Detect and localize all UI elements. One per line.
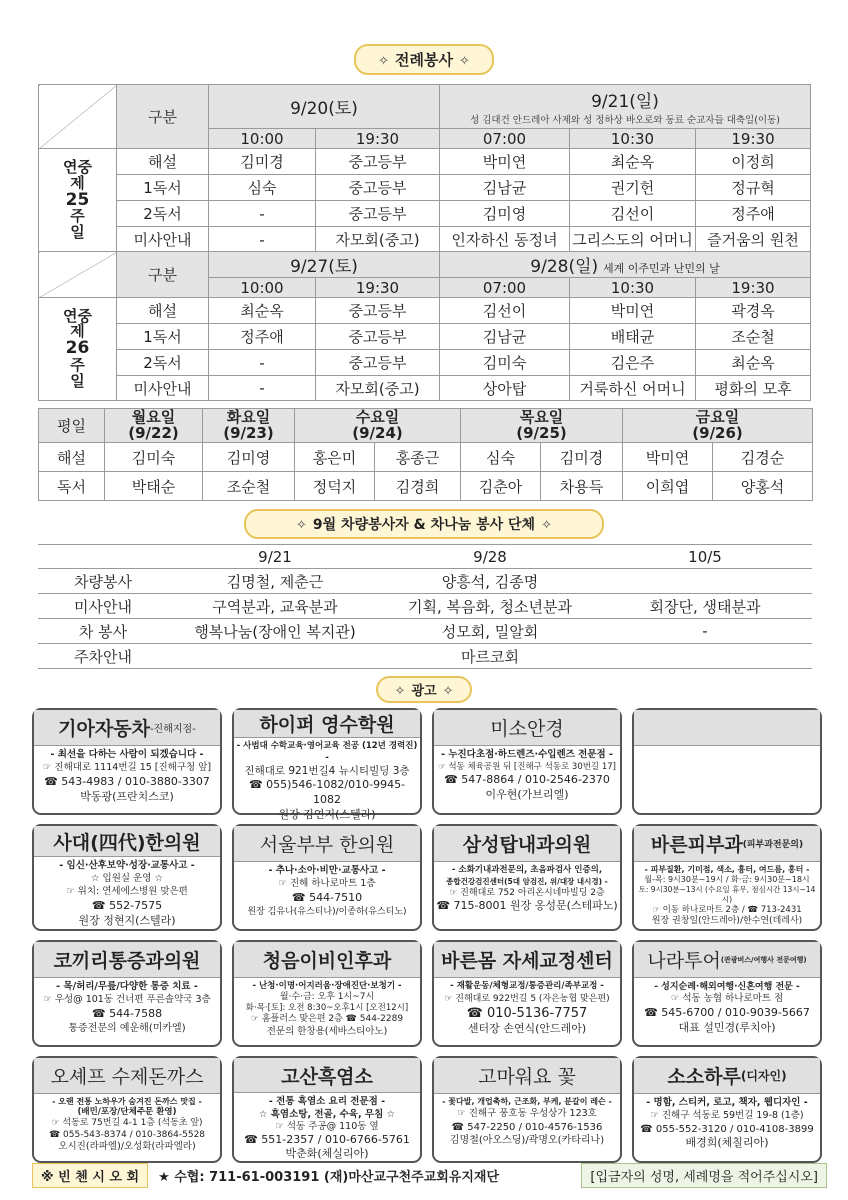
assignee-cell: 중고등부 <box>316 324 440 350</box>
assignee-cell: 자모회(중고) <box>316 227 440 253</box>
week-label-part: 주 <box>70 355 85 374</box>
diamond-icon: ✧ <box>541 518 552 533</box>
week-label <box>39 298 117 401</box>
mass-time: 10:30 <box>570 278 696 298</box>
ad-line: ☎ 545-6700 / 010-9039-5667 <box>644 1006 810 1020</box>
assignee-cell: 조순철 <box>203 472 295 501</box>
ad-line: - 최선을 다하는 사람이 되겠습니다 - <box>50 749 204 760</box>
ad-line: - 난청·이명·어지러움·장애진단·보청기 - <box>252 981 402 991</box>
ad-line: ☎ 551-2357 / 010-6766-5761 <box>244 1132 410 1146</box>
ad-card <box>632 824 822 931</box>
assignee-cell: 상아탑 <box>440 376 570 401</box>
assignee-cell: 이정희 <box>696 149 811 175</box>
ad-line: ☎ 055)546-1082/010-9945-1082 <box>248 778 406 807</box>
ad-line: - 사범대 수학교육·영어교육 전공 (12년 경력진) - <box>236 741 418 763</box>
day-name: 화요일 <box>226 407 271 426</box>
assignee-cell: - <box>209 376 316 401</box>
day-date: (9/22) <box>128 423 179 442</box>
ad-body <box>434 862 620 914</box>
ad-title-text: 하이퍼 영수학원 <box>259 714 395 736</box>
ad-body <box>634 1094 820 1151</box>
assignee-cell: 최순옥 <box>696 350 811 376</box>
ad-line: - 꽃다발, 개업축하, 근조화, 부케, 분갈이 레슨 - <box>442 1097 612 1106</box>
weekday-day <box>105 409 203 443</box>
ad-line: ☆ 흑염소탕, 전골, 수육, 무침 ☆ <box>258 1108 396 1120</box>
ad-line: ☞ 우성@ 101동 건너편 푸른솔약국 3층 <box>43 993 211 1005</box>
ad-line: 원장 김유나(유스티나)/이종하(유스티노) <box>247 906 407 917</box>
mass-time: 10:00 <box>209 129 316 149</box>
assignee-cell: - <box>209 350 316 376</box>
section-title: 9월 차량봉사자 & 차나눔 봉사 단체 <box>312 517 536 533</box>
ad-body <box>634 978 820 1036</box>
ad-body <box>34 978 220 1035</box>
ad-title <box>234 826 420 862</box>
ad-body <box>634 746 820 749</box>
assignee-cell: 김미숙 <box>440 350 570 376</box>
ad-line: - 성지순례·해외여행·신혼여행 전문 - <box>654 982 800 992</box>
ad-card <box>232 824 422 931</box>
diamond-icon: ✧ <box>394 684 406 699</box>
vincent-society-label: ※ 빈 첸 시 오 회 <box>32 1163 148 1188</box>
assignee-cell: 즐거움의 원천 <box>696 227 811 253</box>
ad-body <box>234 738 420 823</box>
assignee-cell: 김은주 <box>570 350 696 376</box>
assignee-cell: 심숙 <box>461 443 541 472</box>
ad-line: ☞ 진해 하나로마트 1층 <box>278 877 376 889</box>
mass-time: 07:00 <box>440 129 570 149</box>
assignee-cell: 심숙 <box>209 175 316 201</box>
day-date: (9/24) <box>352 423 403 442</box>
ad-title-text: 나라투어 <box>647 950 721 972</box>
ad-body <box>34 857 220 929</box>
ad-line: ☞ 홈플러스 맞은편 2층 ☎ 544-2289 <box>250 1014 404 1025</box>
ad-line: ☞ 진해구 풍호동 우성상가 123호 <box>457 1107 597 1119</box>
day-date: (9/26) <box>692 423 743 442</box>
ad-title-text: 고산흑염소 <box>281 1065 373 1088</box>
service-cell: 회장단, 생태분과 <box>598 594 812 619</box>
ad-line: - 임신·산후보약·성장·교통사고 - <box>59 860 195 872</box>
week26-table <box>38 251 811 401</box>
ad-line: ☞ 석동로 75번길 4-1 1층 (석동초 앞) <box>51 1118 203 1129</box>
ad-card <box>32 940 222 1047</box>
ad-card <box>232 940 422 1047</box>
week-label-part: 제 <box>70 173 85 192</box>
diamond-icon: ✧ <box>442 684 454 699</box>
day-date: (9/23) <box>223 423 274 442</box>
ad-line: 원장 김연지(스텔라) <box>278 808 376 822</box>
diagonal-cell <box>39 85 117 149</box>
assignee-cell: 김경희 <box>375 472 461 501</box>
assignee-cell: 자모회(중고) <box>316 376 440 401</box>
role-cell: 해설 <box>39 443 105 472</box>
ad-line: 박동광(프란치스코) <box>80 789 174 803</box>
role-cell: 2독서 <box>117 201 209 227</box>
ad-body <box>234 1093 420 1161</box>
sunday-date: 9/28(일) <box>530 257 599 277</box>
ad-body <box>434 1094 620 1148</box>
deposit-note: [입금자의 성명, 세례명을 적어주십시오] <box>581 1163 827 1188</box>
role-cell: 미사안내 <box>117 227 209 253</box>
ad-title <box>434 942 620 978</box>
assignee-cell: 정규혁 <box>696 175 811 201</box>
ad-line: 전문의 한창용(세바스티아노) <box>266 1025 388 1037</box>
week-label-part: 25 <box>65 189 90 210</box>
assignee-cell: 중고등부 <box>316 201 440 227</box>
role-cell: 미사안내 <box>117 376 209 401</box>
ad-card <box>632 1056 822 1163</box>
car-service-header <box>244 509 604 539</box>
assignee-cell: 평화의 모후 <box>696 376 811 401</box>
mass-time: 10:30 <box>570 129 696 149</box>
assignee-cell: 김경순 <box>713 443 813 472</box>
ad-line: - 추나·소아·비만·교통사고 - <box>268 865 386 876</box>
week-label <box>39 149 117 253</box>
ad-card <box>432 708 622 815</box>
sunday-feast: 세계 이주민과 난민의 날 <box>602 262 720 275</box>
ad-line: 월-목: 9시30분~19시 / 화·금: 9시30분~18시 <box>644 875 810 885</box>
ad-line: ☞ 진해대로 1114번길 15 [진해구청 앞] <box>42 761 212 773</box>
assignee-cell: 정주애 <box>209 324 316 350</box>
day-date: (9/25) <box>516 423 567 442</box>
assignee-cell: 김춘아 <box>461 472 541 501</box>
ad-line: 진해대로 921번길4 뉴시티빌딩 3층 <box>244 765 410 778</box>
ad-title <box>34 710 220 746</box>
assignee-cell: 중고등부 <box>316 149 440 175</box>
week-label-part: 제 <box>70 322 85 341</box>
ad-body <box>434 978 620 1037</box>
ad-title-text: 사대(四代)한의원 <box>53 831 201 854</box>
ad-line: ☞ 진해대로 752 아리온시네마빌딩 2층 <box>449 887 605 898</box>
assignee-cell: 양홍석 <box>713 472 813 501</box>
ad-line: 오시진(라파엘)/오성화(라파엘라) <box>58 1141 196 1153</box>
gubun-header: 구분 <box>117 252 209 298</box>
ad-title <box>634 710 820 746</box>
ad-title-sub: (피부과전문의) <box>742 840 804 850</box>
ad-line: ☞ 석동 체육공원 뒤 [진해구 석동로 30번길 17] <box>438 761 616 772</box>
ad-title-sub: (디자인) <box>740 1069 787 1083</box>
ad-line: 통증전문의 예운해(미카엘) <box>68 1022 186 1034</box>
assignee-cell: 곽경옥 <box>696 298 811 324</box>
assignee-cell: 김미숙 <box>105 443 203 472</box>
assignee-cell: 중고등부 <box>316 350 440 376</box>
assignee-cell: 조순철 <box>696 324 811 350</box>
ad-line: 원장 정현지(스텔라) <box>78 914 176 928</box>
assignee-cell: 권기헌 <box>570 175 696 201</box>
ad-body <box>634 862 820 927</box>
ad-body <box>34 746 220 805</box>
ad-title-text: 서울부부 한의원 <box>259 834 395 856</box>
footer-bar <box>32 1164 827 1186</box>
ad-line: 토: 9시30분~13시 (수요일 휴무, 점심시간 13시~14시) <box>638 885 816 905</box>
assignee-cell: - <box>209 227 316 253</box>
ad-card-empty <box>632 708 822 815</box>
ad-line: - 재활운동/체형교정/통증관리/족부교정 - <box>450 981 604 991</box>
ad-line: ☞ 진해구 석동로 59번길 19-8 (1층) <box>650 1109 804 1121</box>
service-cell: 기획, 복음화, 청소년분과 <box>382 594 598 619</box>
ad-title-text: 바른피부과 <box>650 834 743 856</box>
ad-title <box>34 942 220 978</box>
service-table <box>38 544 812 669</box>
ad-line: ☞ 석동 농협 하나로마트 점 <box>670 993 784 1005</box>
assignee-cell: 이희엽 <box>623 472 713 501</box>
weekday-day <box>203 409 295 443</box>
parking-cell: 마르코회 <box>168 644 812 669</box>
ad-title-text: 청음이비인후과 <box>262 950 392 972</box>
ad-line: ☞ 석동 주공@ 110동 옆 <box>275 1120 379 1132</box>
assignee-cell: 중고등부 <box>316 298 440 324</box>
assignee-cell: 김남균 <box>440 175 570 201</box>
role-cell: 해설 <box>117 149 209 175</box>
ad-title-sub: (관광버스/여행사 전문여행) <box>720 955 807 964</box>
ad-line: 센터장 손연식(안드레아) <box>467 1022 587 1036</box>
weekday-label: 평일 <box>39 409 105 443</box>
ad-card <box>32 1056 222 1163</box>
diamond-icon: ✧ <box>296 518 307 533</box>
assignee-cell: 홍은미 <box>295 443 375 472</box>
role-cell: 1독서 <box>117 324 209 350</box>
mass-time: 19:30 <box>316 278 440 298</box>
ad-body <box>234 978 420 1038</box>
ad-title-text: 고마워요 꽃 <box>478 1066 576 1088</box>
empty-cell <box>38 545 168 569</box>
week-label-part: 26 <box>65 338 90 359</box>
ad-line: 대표 설민경(루치아) <box>678 1021 776 1035</box>
mass-time: 19:30 <box>696 129 811 149</box>
assignee-cell: 정덕지 <box>295 472 375 501</box>
assignee-cell: 김미경 <box>209 149 316 175</box>
ad-line: ☎ 010-5136-7757 <box>466 1005 588 1021</box>
service-cell: 김명철, 제춘근 <box>168 569 382 594</box>
assignee-cell: 홍종근 <box>375 443 461 472</box>
service-cell: 구역분과, 교육분과 <box>168 594 382 619</box>
ad-line: - 전통 흑염소 요리 전문점 - <box>268 1096 386 1108</box>
mass-time: 07:00 <box>440 278 570 298</box>
ad-line: ☞ 이동 하나로마트 2층 / ☎ 713-2431 <box>652 904 802 915</box>
assignee-cell: 그리스도의 어머니 <box>570 227 696 253</box>
weekday-day <box>623 409 813 443</box>
assignee-cell: 배태균 <box>570 324 696 350</box>
section-title: 전례봉사 <box>395 51 453 69</box>
ad-line: 배경희(체칠리아) <box>685 1136 769 1150</box>
ad-title <box>234 942 420 978</box>
mass-time: 19:30 <box>696 278 811 298</box>
ad-card <box>232 708 422 822</box>
section-title: 광고 <box>411 684 437 699</box>
week-label-part: 연중 <box>63 306 92 325</box>
ad-card <box>32 708 222 815</box>
role-cell: 독서 <box>39 472 105 501</box>
diagonal-cell <box>39 252 117 298</box>
assignee-cell: 김선이 <box>570 201 696 227</box>
role-cell: 1독서 <box>117 175 209 201</box>
ad-title-text: 기아자동차 <box>58 718 150 740</box>
ad-line: - 명함, 스티커, 로고, 책자, 웹디자인 - <box>646 1097 808 1108</box>
ad-title-text: 오셰프 수제돈까스 <box>50 1066 204 1088</box>
ad-line: ☎ 547-2250 / 010-4576-1536 <box>451 1121 603 1133</box>
ads-grid <box>32 708 822 1163</box>
ad-title <box>634 826 820 862</box>
week-label-part: 일 <box>70 371 85 390</box>
assignee-cell: 박태순 <box>105 472 203 501</box>
diamond-icon: ✧ <box>378 54 390 69</box>
ad-line: - 오랜 전통 노하우가 숨겨진 돈까스 맛집 - <box>52 1097 202 1106</box>
day-name: 월요일 <box>131 407 176 426</box>
saturday-date: 9/20(토) <box>209 85 440 129</box>
service-date: 9/21 <box>168 545 382 569</box>
week-label-part: 일 <box>70 223 85 242</box>
diamond-icon: ✧ <box>458 54 470 69</box>
bank-account: ★ 수협: 711-61-003191 (재)마산교구천주교회유지재단 <box>158 1169 500 1185</box>
ad-title-text: 코끼리통증과의원 <box>53 950 201 972</box>
ad-line: ☎ 552-7575 <box>91 899 163 913</box>
sunday-feast: 성 김대건 안드레아 사제와 성 정하상 바오로와 동료 순교자들 대축일(이동) <box>470 115 780 126</box>
ad-line: ☆ 입원실 운영 ☆ <box>91 873 163 885</box>
sunday-header <box>440 85 811 129</box>
day-name: 목요일 <box>519 407 564 426</box>
ad-title-text: 삼성탑내과의원 <box>462 834 592 856</box>
assignee-cell: 거룩하신 어머니 <box>570 376 696 401</box>
ad-title <box>234 710 420 738</box>
ad-line: ☎ 715-8001 원장 옹성문(스테파노) <box>436 898 618 912</box>
ad-line: ☎ 055-552-3120 / 010-4108-3899 <box>640 1123 814 1135</box>
ad-body <box>234 862 420 918</box>
assignee-cell: 차용득 <box>541 472 623 501</box>
assignee-cell: 박미연 <box>623 443 713 472</box>
assignee-cell: 박미연 <box>570 298 696 324</box>
role-cell: 미사안내 <box>38 594 168 619</box>
ad-line: ☎ 547-8864 / 010-2546-2370 <box>444 773 610 787</box>
weekday-table <box>38 408 813 501</box>
service-cell: 성모회, 밀알회 <box>382 619 598 644</box>
mass-time: 19:30 <box>316 129 440 149</box>
ad-card <box>432 1056 622 1163</box>
role-cell: 차량봉사 <box>38 569 168 594</box>
ad-title-text: 소소하루 <box>667 1066 741 1088</box>
ad-title <box>634 942 820 978</box>
role-cell: 주차안내 <box>38 644 168 669</box>
ad-line: ☎ 544-7588 <box>91 1006 163 1020</box>
weekday-day <box>461 409 623 443</box>
ad-card <box>32 824 222 931</box>
ad-card <box>432 940 622 1047</box>
ad-title <box>434 1058 620 1094</box>
ad-line: ☎ 544-7510 <box>291 890 363 904</box>
ad-line: 이우현(가브리엘) <box>485 788 569 802</box>
ad-title-text: 바른몸 자세교정센터 <box>441 950 613 972</box>
day-name: 금요일 <box>695 407 740 426</box>
service-date: 10/5 <box>598 545 812 569</box>
ad-line: - 목/허리/무릎/다양한 통증 치료 - <box>56 981 198 992</box>
ad-card <box>432 824 622 931</box>
ad-card <box>632 940 822 1047</box>
ad-line: - 피부질환, 기미점, 색소, 흉터, 여드름, 홍터 - <box>644 865 810 874</box>
ad-line: 박춘화(체실리아) <box>285 1146 369 1160</box>
ad-title <box>34 826 220 857</box>
week-label-part: 주 <box>70 207 85 226</box>
ad-line: 원장 권창일(안드레아)/한수연(데레사) <box>651 915 803 926</box>
role-cell: 차 봉사 <box>38 619 168 644</box>
ad-card <box>232 1056 422 1163</box>
ad-line: ☎ 543-4983 / 010-3880-3307 <box>44 774 210 788</box>
assignee-cell: 최순옥 <box>570 149 696 175</box>
ad-title <box>434 826 620 862</box>
ad-line: 종합건강검진센터(5대 암검진, 위/대장 내시경) - <box>446 876 608 886</box>
ad-body <box>434 746 620 803</box>
liturgy-service-header <box>354 44 494 75</box>
ad-line: - 소화기내과전문의, 초음파검사 인증의, <box>451 865 603 875</box>
assignee-cell: 김선이 <box>440 298 570 324</box>
ad-title <box>234 1058 420 1093</box>
ad-title <box>434 710 620 746</box>
assignee-cell: 인자하신 동정녀 <box>440 227 570 253</box>
assignee-cell: - <box>209 201 316 227</box>
assignee-cell: 최순옥 <box>209 298 316 324</box>
saturday-date: 9/27(토) <box>209 252 440 278</box>
weekday-day <box>295 409 461 443</box>
day-name: 수요일 <box>355 407 400 426</box>
ad-title <box>634 1058 820 1094</box>
ad-line: 화·목·[토]: 오전 8:30~오후1시 [오전12시] <box>245 1003 409 1014</box>
service-cell <box>598 569 812 594</box>
assignee-cell: 김미영 <box>203 443 295 472</box>
ad-line: 김명철(아오스딩)/곽명오(카타리나) <box>449 1135 605 1147</box>
service-cell: 양흥석, 김종명 <box>382 569 598 594</box>
ad-title <box>34 1058 220 1094</box>
assignee-cell: 정주애 <box>696 201 811 227</box>
ad-line: ☞ 위치: 연세에스병원 맞은편 <box>66 886 188 898</box>
ad-line: ☞ 진해대로 922번길 5 (자은농협 맞은편) <box>444 993 610 1004</box>
role-cell: 해설 <box>117 298 209 324</box>
ad-title-text: 미소안경 <box>490 718 564 740</box>
ad-line: ☎ 055-543-8374 / 010-3864-5528 <box>48 1129 206 1140</box>
assignee-cell: 박미연 <box>440 149 570 175</box>
service-cell: 행복나눔(장애인 복지관) <box>168 619 382 644</box>
ad-line: - 누진다초점·하드렌즈·수입렌즈 전문점 - <box>441 749 613 760</box>
assignee-cell: 김미영 <box>440 201 570 227</box>
week25-table <box>38 84 811 253</box>
ad-line: 월·수·금: 오후 1시~7시 <box>279 991 375 1002</box>
assignee-cell: 김남균 <box>440 324 570 350</box>
week-label-part: 연중 <box>63 158 92 177</box>
assignee-cell: 중고등부 <box>316 175 440 201</box>
ads-header <box>376 676 472 703</box>
assignee-cell: 김미경 <box>541 443 623 472</box>
service-cell: - <box>598 619 812 644</box>
gubun-header: 구분 <box>117 85 209 149</box>
mass-time: 10:00 <box>209 278 316 298</box>
role-cell: 2독서 <box>117 350 209 376</box>
ad-line: (배민/포장/단체주문 환영) <box>77 1107 177 1118</box>
service-date: 9/28 <box>382 545 598 569</box>
ad-body <box>34 1094 220 1153</box>
sunday-header <box>440 252 811 278</box>
ad-title-sub: -진해지점- <box>149 724 196 735</box>
sunday-date: 9/21(일) <box>591 92 659 112</box>
